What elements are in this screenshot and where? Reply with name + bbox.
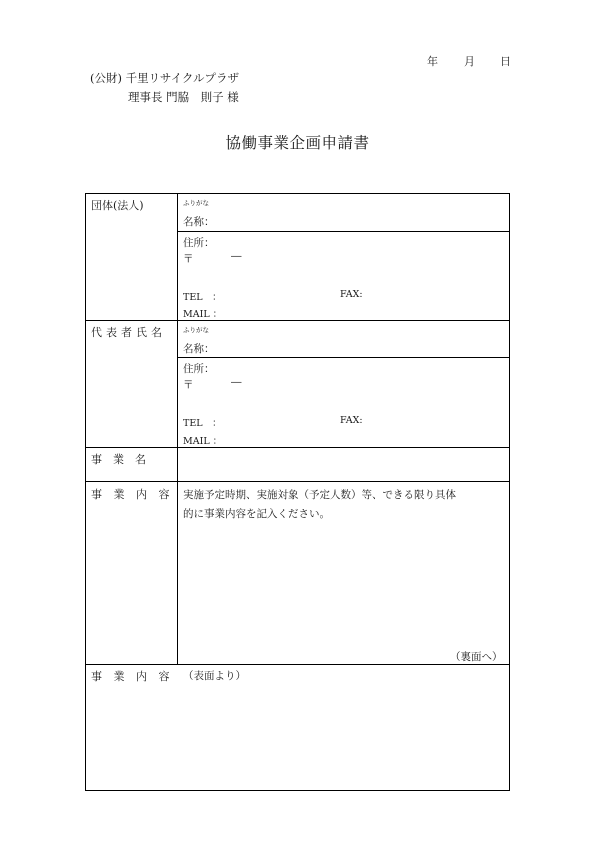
recipient-person: 理事長 門脇 則子 様	[128, 90, 239, 104]
org-name-divider	[177, 231, 509, 232]
representative-name-label[interactable]: 名称：	[183, 343, 215, 355]
project-content-continued-label: 事 業 内 容	[91, 670, 174, 683]
representative-postal-dash: ―	[231, 376, 242, 388]
project-content-continue-note: （裏面へ）	[450, 651, 503, 663]
application-form-table	[85, 193, 510, 791]
document-title: 協働事業企画申請書	[225, 134, 370, 152]
row-divider-organization	[86, 320, 509, 321]
organization-name-label[interactable]: 名称：	[183, 216, 215, 228]
organization-postal-mark: 〒	[183, 253, 194, 265]
representative-tel-label[interactable]: TEL ：	[183, 418, 222, 429]
organization-furigana-label: ふりがな	[183, 199, 209, 207]
project-content-continued-note: （表面より）	[183, 670, 246, 682]
organization-fax-label[interactable]: FAX:	[340, 289, 363, 300]
date-day-label: 日	[500, 55, 511, 68]
project-name-label: 事 業 名	[91, 453, 146, 466]
organization-mail-label[interactable]: MAIL ：	[183, 309, 223, 320]
organization-label: 団体(法人)	[91, 199, 144, 212]
organization-postal-dash: ―	[231, 250, 242, 262]
date-month-label: 月	[464, 55, 475, 68]
representative-address-label[interactable]: 住所：	[183, 363, 215, 375]
project-content-instructions-line2: 的に事業内容を記入ください。	[183, 508, 330, 520]
rep-name-divider	[177, 357, 509, 358]
representative-fax-label[interactable]: FAX:	[340, 415, 363, 426]
project-content-instructions-line1: 実施予定時期、実施対象（予定人数）等、できる限り具体	[183, 489, 456, 501]
project-content-field[interactable]	[178, 524, 508, 644]
date-year-label: 年	[427, 55, 438, 68]
organization-tel-label[interactable]: TEL ：	[183, 292, 222, 303]
row-divider-project-content	[86, 664, 509, 665]
row-divider-representative	[86, 447, 509, 448]
project-content-continued-field[interactable]	[178, 686, 508, 786]
recipient-org: (公財) 千里リサイクルプラザ	[90, 71, 240, 85]
organization-address-label[interactable]: 住所：	[183, 237, 215, 249]
representative-postal-mark: 〒	[183, 379, 194, 391]
representative-mail-label[interactable]: MAIL ：	[183, 436, 223, 447]
representative-furigana-label: ふりがな	[183, 326, 209, 334]
representative-label: 代表者氏名	[91, 326, 166, 339]
project-content-label: 事 業 内 容	[91, 488, 174, 501]
